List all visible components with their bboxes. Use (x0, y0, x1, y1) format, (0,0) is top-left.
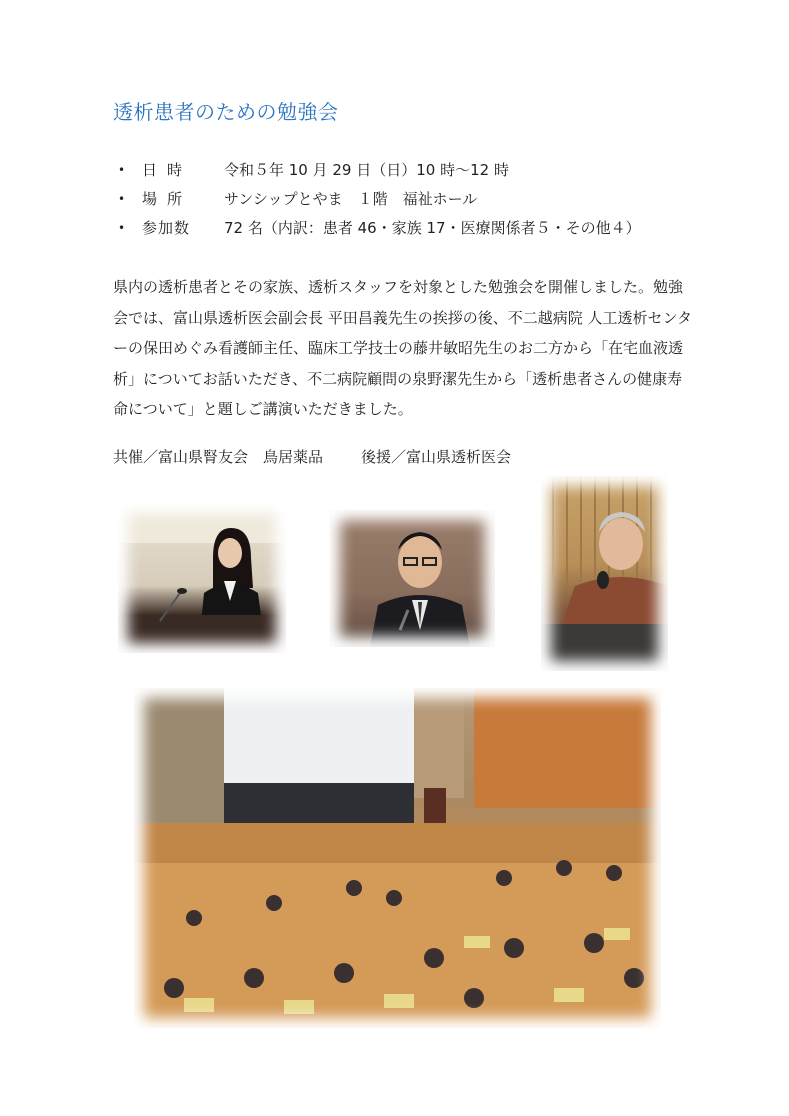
support-text: 後援／富山県透析医会 (361, 448, 512, 466)
bullet-icon: • (118, 162, 126, 177)
bullet-icon: • (118, 220, 126, 235)
info-label: 場所 (142, 190, 193, 208)
speaker-1-figure (118, 503, 286, 653)
speaker-photo-3 (541, 476, 668, 671)
hall-photo (134, 688, 661, 1028)
sponsors-line (113, 446, 511, 467)
event-info-list (118, 155, 641, 242)
speaker-2-figure (330, 510, 495, 647)
info-value: 72 名（内訳：患者 46・家族 17・医療関係者５・その他４） (224, 219, 641, 237)
info-row-date (118, 155, 641, 184)
cohost-text: 共催／富山県腎友会 鳥居薬品 (113, 448, 324, 466)
info-row-attendance (118, 213, 641, 242)
info-label: 日時 (142, 161, 193, 179)
speaker-photo-2 (330, 510, 495, 647)
hall-scene (134, 688, 661, 1028)
info-value: 令和５年 10 月 29 日（日）10 時〜12 時 (224, 161, 509, 179)
bullet-icon: • (118, 191, 126, 206)
info-row-place (118, 184, 641, 213)
report-paragraph: 県内の透析患者とその家族、透析スタッフを対象とした勉強会を開催しました。勉強会では、富山県透析医会副会長 平田昌義先生の挨拶の後、不二越病院 人工透析センターの保田めぐみ看護師主任、臨床工学技士の藤井敏昭先生のお二方から「在宅血液透析」についてお話いただき、不二病院顧問の泉野潔先生から「透析患者さんの健康寿命について」と題しご講演いただきました。 (113, 278, 692, 418)
speaker-3-figure (541, 476, 668, 671)
info-value: サンシップとやま １階 福祉ホール (224, 190, 478, 208)
page-title: 透析患者のための勉強会 (113, 100, 339, 124)
speaker-photo-1 (118, 503, 286, 653)
info-label: 参加数 (142, 219, 191, 237)
